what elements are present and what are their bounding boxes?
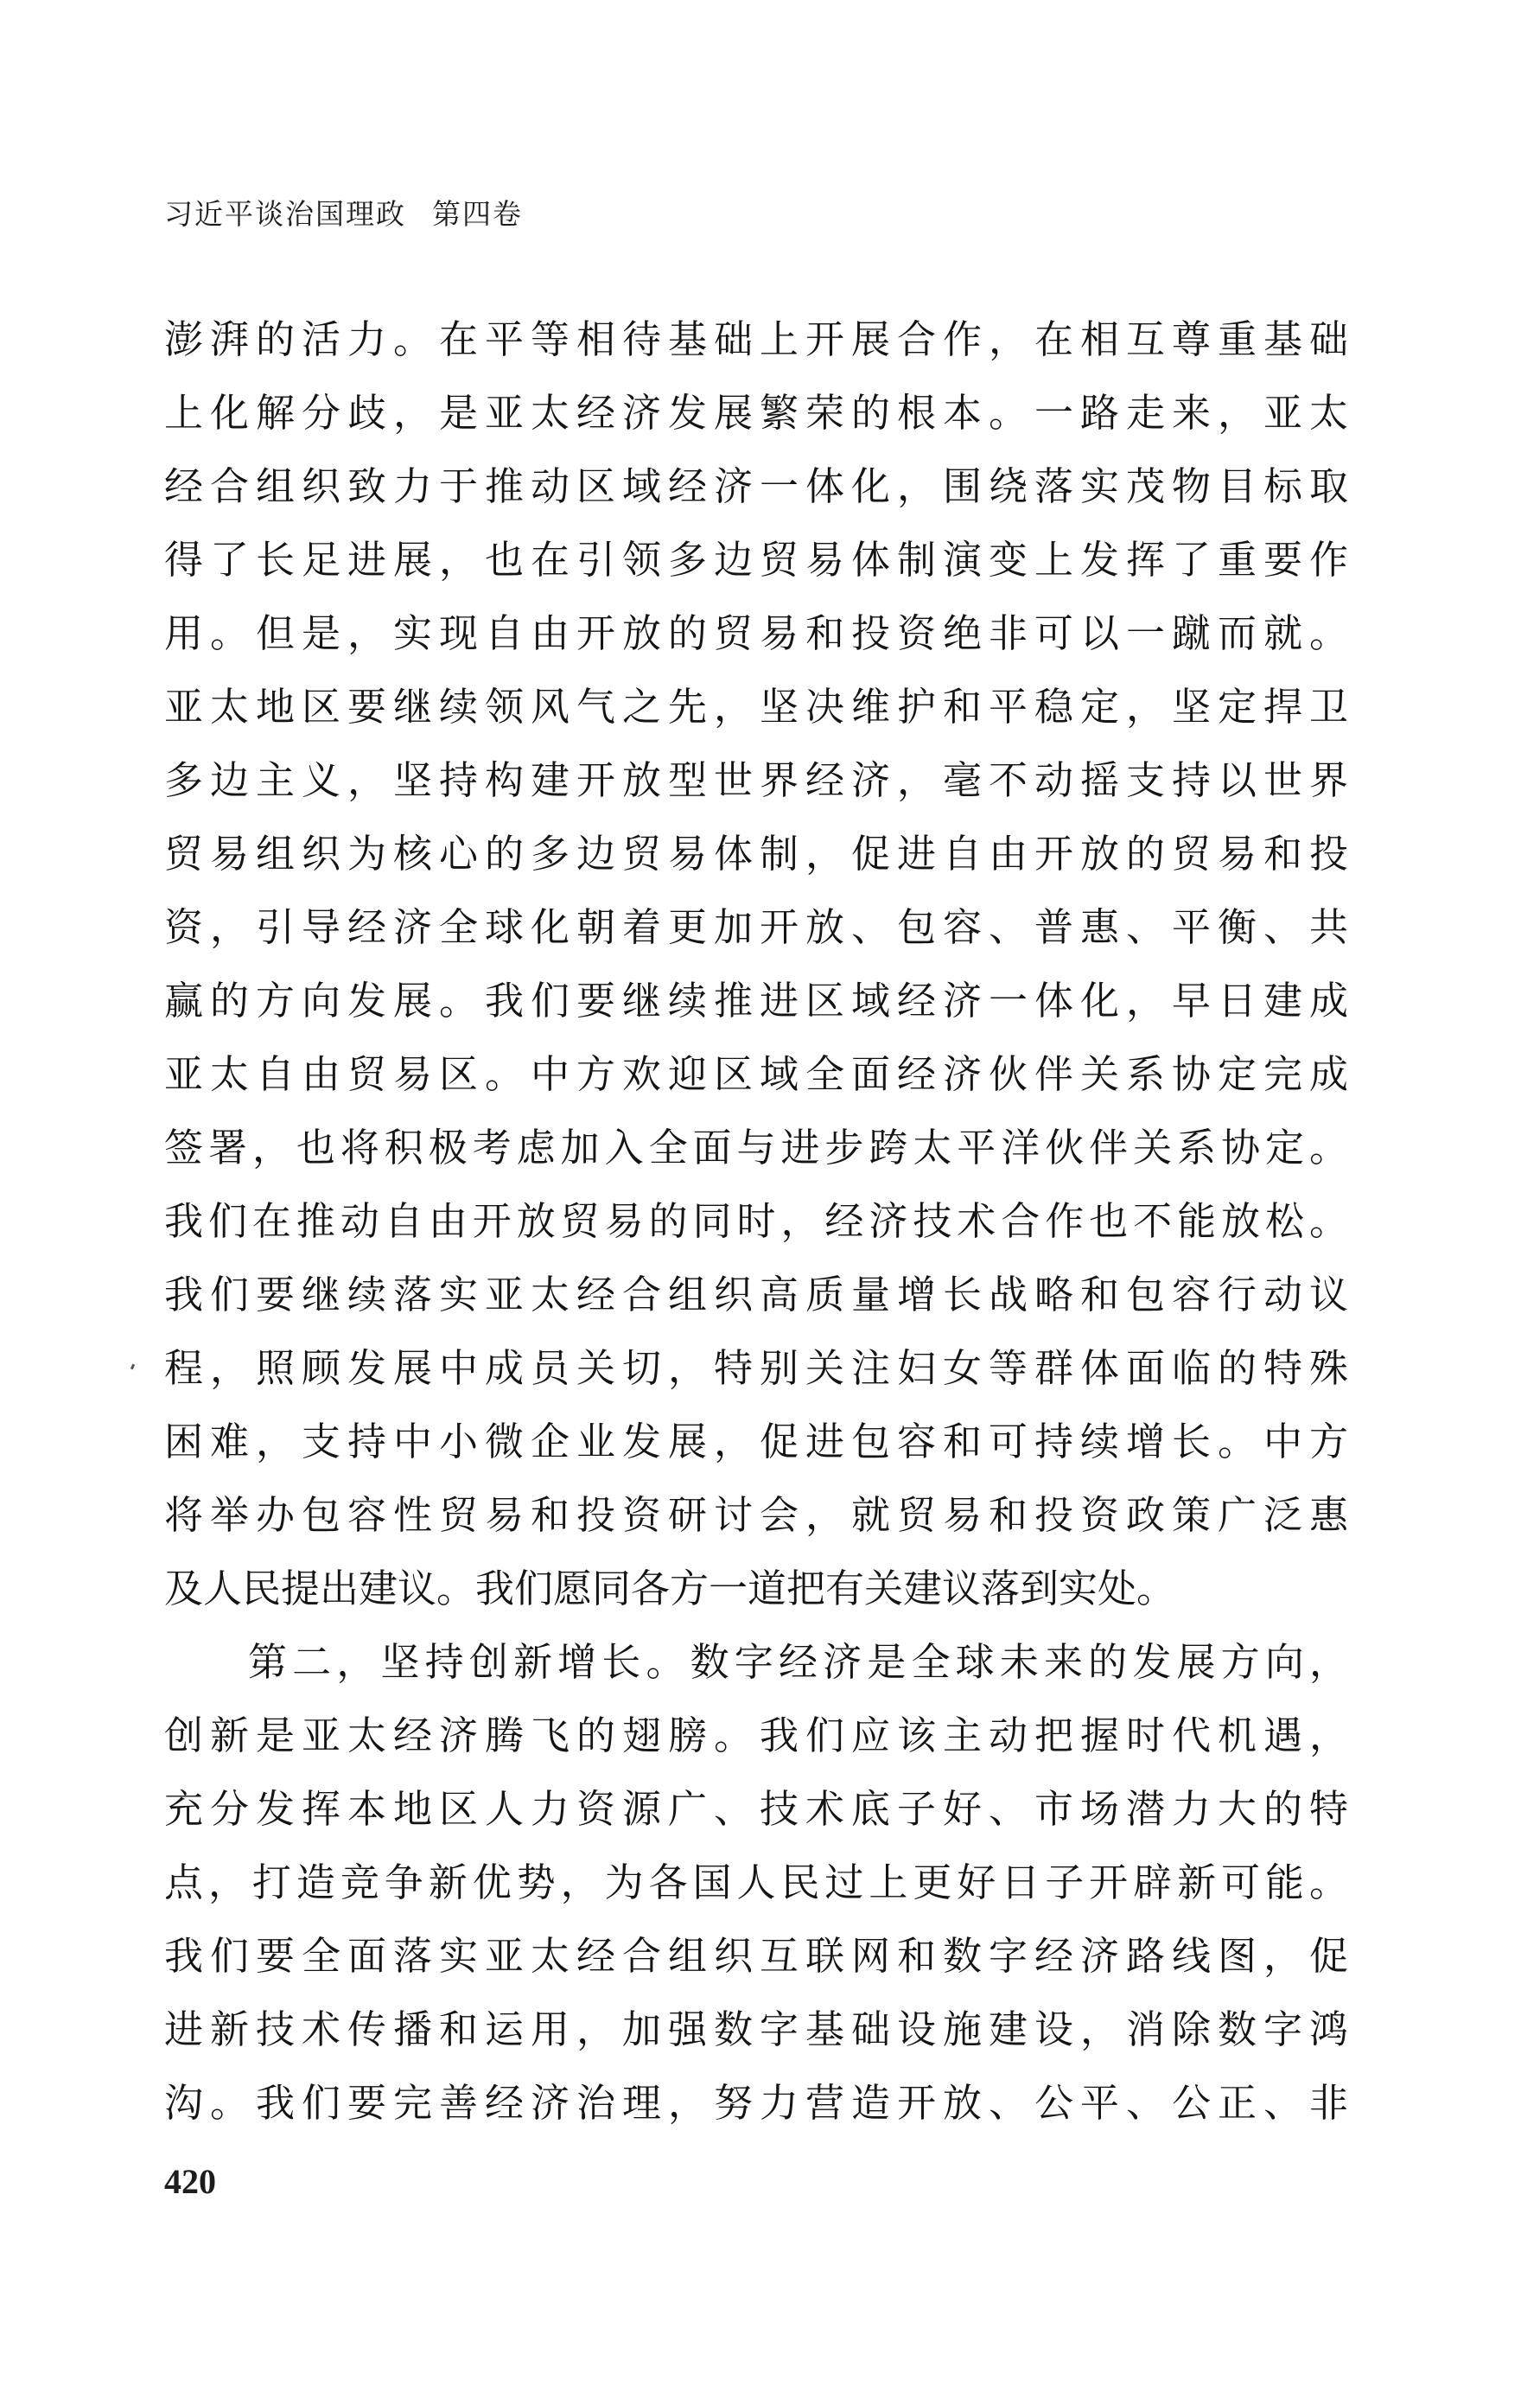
text-line: 第二，坚持创新增长。数字经济是全球未来的发展方向， — [248, 1639, 1348, 1685]
text-line: 澎湃的活力。在平等相待基础上开展合作，在相互尊重基础 — [164, 316, 1348, 362]
text-line: 困难，支持中小微企业发展，促进包容和可持续增长。中方 — [164, 1419, 1348, 1464]
text-line: 用。但是，实现自由开放的贸易和投资绝非可以一蹴而就。 — [164, 610, 1348, 656]
text-line: 进新技术传播和运用，加强数字基础设施建设，消除数字鸿 — [164, 2006, 1348, 2052]
text-line: 我们在推动自由开放贸易的同时，经济技术合作也不能放松。 — [164, 1198, 1348, 1244]
text-line: 亚太自由贸易区。中方欢迎区域全面经济伙伴关系协定完成 — [164, 1051, 1348, 1097]
text-line: 签署，也将积极考虑加入全面与进步跨太平洋伙伴关系协定。 — [164, 1125, 1348, 1170]
running-head — [164, 192, 523, 233]
text-line: 我们要继续落实亚太经合组织高质量增长战略和包容行动议 — [164, 1272, 1348, 1317]
text-line: 赢的方向发展。我们要继续推进区域经济一体化，早日建成 — [164, 978, 1348, 1024]
text-line: 多边主义，坚持构建开放型世界经济，毫不动摇支持以世界 — [164, 757, 1348, 803]
text-line: 上化解分歧，是亚太经济发展繁荣的根本。一路走来，亚太 — [164, 390, 1348, 436]
page-number: 420 — [164, 2162, 216, 2201]
text-line: 创新是亚太经济腾飞的翅膀。我们应该主动把握时代机遇， — [164, 1713, 1348, 1758]
text-line: 得了长足进展，也在引领多边贸易体制演变上发挥了重要作 — [164, 537, 1348, 583]
scan-speck — [130, 1364, 135, 1370]
text-line: 亚太地区要继续领风气之先，坚决维护和平稳定，坚定捍卫 — [164, 684, 1348, 730]
text-line: 充分发挥本地区人力资源广、技术底子好、市场潜力大的特 — [164, 1786, 1348, 1832]
text-line: 将举办包容性贸易和投资研讨会，就贸易和投资政策广泛惠 — [164, 1492, 1348, 1538]
volume-label: 第四卷 — [432, 197, 523, 231]
text-line: 沟。我们要完善经济治理，努力营造开放、公平、公正、非 — [164, 2080, 1348, 2126]
text-line: 资，引导经济全球化朝着更加开放、包容、普惠、平衡、共 — [164, 904, 1348, 950]
text-line: 及人民提出建议。我们愿同各方一道把有关建议落到实处。 — [164, 1566, 1176, 1611]
text-line: 点，打造竞争新优势，为各国人民过上更好日子开辟新可能。 — [164, 1859, 1348, 1905]
text-line: 我们要全面落实亚太经合组织互联网和数字经济路线图，促 — [164, 1933, 1348, 1979]
text-line: 贸易组织为核心的多边贸易体制，促进自由开放的贸易和投 — [164, 831, 1348, 877]
text-line: 经合组织致力于推动区域经济一体化，围绕落实茂物目标取 — [164, 463, 1348, 509]
body-text — [164, 303, 1348, 2140]
text-line: 程，照顾发展中成员关切，特别关注妇女等群体面临的特殊 — [164, 1345, 1348, 1391]
book-title: 习近平谈治国理政 — [164, 197, 406, 231]
